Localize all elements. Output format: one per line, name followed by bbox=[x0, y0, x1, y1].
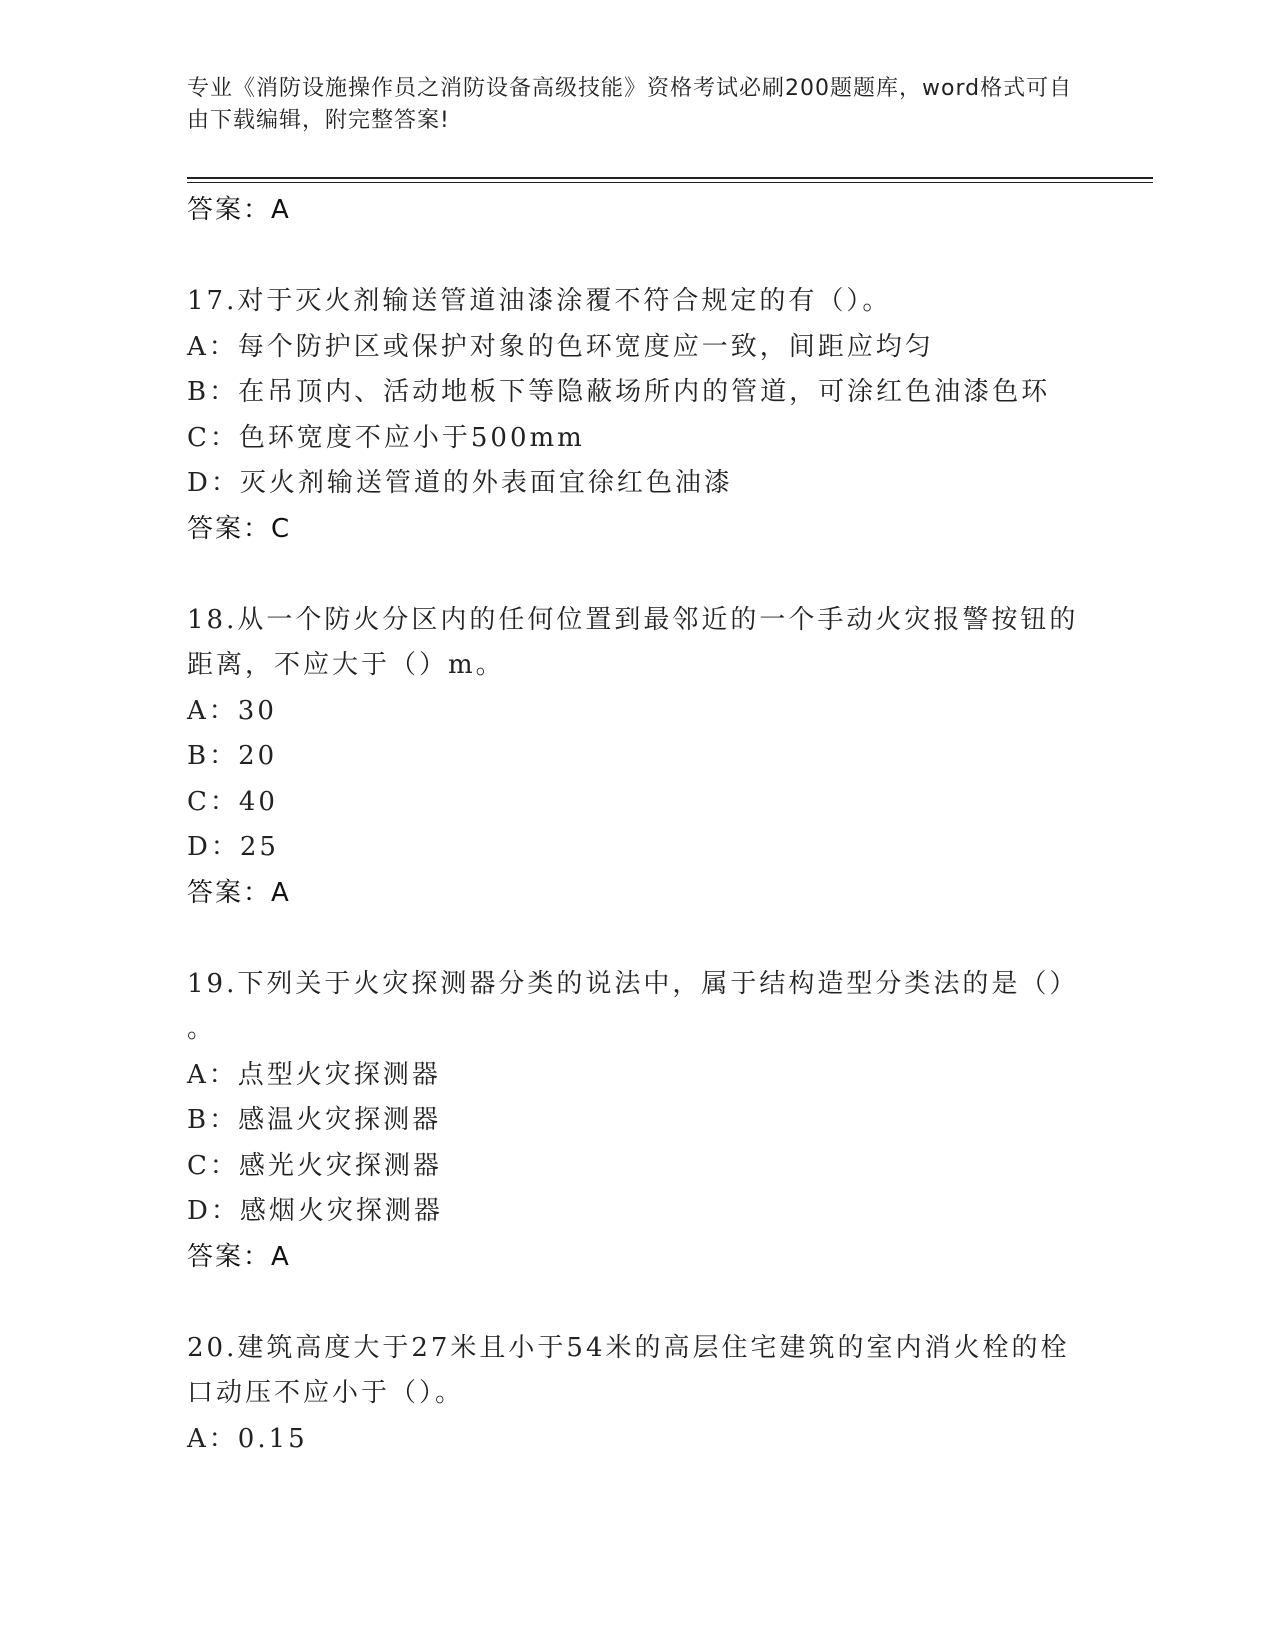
option-c: C：40 bbox=[187, 786, 278, 817]
question-stem-line-2: 距离，不应大于（）m。 bbox=[187, 650, 505, 680]
previous-answer: 答案：A bbox=[187, 195, 291, 225]
option-a: A：每个防护区或保护对象的色环宽度应一致，间距应均匀 bbox=[187, 331, 934, 362]
spacer bbox=[187, 552, 1087, 598]
document-header: 专业《消防设施操作员之消防设备高级技能》资格考试必刷200题题库，word格式可自由下载编辑，附完整答案! bbox=[187, 76, 1073, 133]
question-stem-line-2: 。 bbox=[187, 1014, 217, 1044]
question-stem-line-1: 19.下列关于火灾探测器分类的说法中，属于结构造型分类法的是（） bbox=[187, 968, 1079, 999]
question-19 bbox=[187, 962, 1087, 1281]
option-a: A：点型火灾探测器 bbox=[187, 1059, 441, 1090]
question-content bbox=[187, 188, 1087, 1462]
question-stem-line-2: 口动压不应小于（）。 bbox=[187, 1378, 465, 1408]
spacer bbox=[187, 916, 1087, 962]
spacer bbox=[187, 1280, 1087, 1326]
option-b: B：20 bbox=[187, 741, 278, 771]
question-answer: 答案：A bbox=[187, 877, 291, 908]
spacer bbox=[187, 234, 1087, 280]
option-d: D：灭火剂输送管道的外表面宜徐红色油漆 bbox=[187, 468, 733, 498]
header-divider-thin bbox=[187, 182, 1153, 183]
option-a: A：0.15 bbox=[187, 1423, 308, 1454]
option-d: D：感烟火灾探测器 bbox=[187, 1196, 443, 1226]
question-17 bbox=[187, 279, 1087, 552]
question-stem-line-1: 18.从一个防火分区内的任何位置到最邻近的一个手动火灾报警按钮的 bbox=[187, 604, 1079, 635]
option-c: C：色环宽度不应小于500mm bbox=[187, 422, 585, 453]
option-a: A：30 bbox=[187, 695, 277, 726]
question-20 bbox=[187, 1326, 1087, 1463]
option-b: B：在吊顶内、活动地板下等隐蔽场所内的管道，可涂红色油漆色环 bbox=[187, 377, 1051, 407]
question-stem: 17.对于灭火剂输送管道油漆涂覆不符合规定的有（）。 bbox=[187, 286, 892, 316]
question-answer: 答案：C bbox=[187, 513, 292, 544]
question-18 bbox=[187, 598, 1087, 917]
question-answer: 答案：A bbox=[187, 1241, 291, 1272]
option-b: B：感温火灾探测器 bbox=[187, 1105, 442, 1135]
header-divider bbox=[187, 177, 1153, 179]
option-c: C：感光火灾探测器 bbox=[187, 1150, 442, 1181]
option-d: D：25 bbox=[187, 832, 279, 862]
question-stem-line-1: 20.建筑高度大于27米且小于54米的高层住宅建筑的室内消火栓的栓 bbox=[187, 1332, 1070, 1363]
